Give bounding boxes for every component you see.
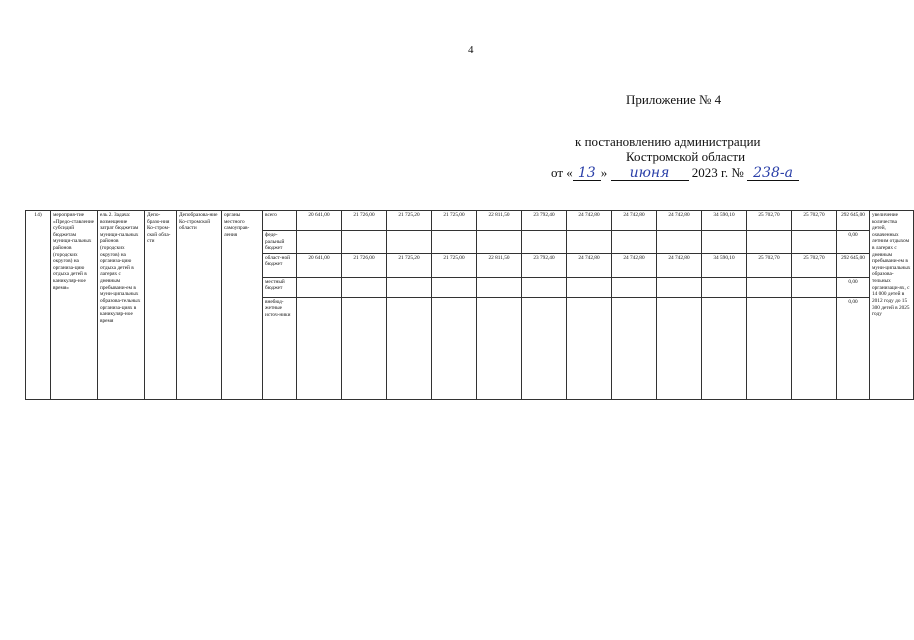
value-cell bbox=[477, 277, 522, 297]
value-cell: 24 742,80 bbox=[612, 211, 657, 231]
value-cell: 24 742,80 bbox=[657, 211, 702, 231]
value-cell: 24 742,80 bbox=[657, 253, 702, 277]
value-cell bbox=[387, 231, 432, 254]
value-cell bbox=[567, 297, 612, 399]
source-cell: внебюд-жетные источ-ники bbox=[263, 297, 297, 399]
value-cell bbox=[702, 231, 747, 254]
row-number: 14) bbox=[26, 211, 51, 400]
program-table bbox=[25, 210, 914, 400]
expected-result: увеличение количества детей, охваченных летним отдыхом в лагерях с дневным пребывани-ем в муни-ципальных образова-тельных организаци-ях, с 14 000 детей в 2012 году до 15 300 детей в 2025 году bbox=[870, 211, 914, 400]
date-mid: » bbox=[600, 165, 608, 180]
value-cell: 21 725,00 bbox=[432, 211, 477, 231]
source-cell: всего bbox=[263, 211, 297, 231]
value-cell bbox=[432, 277, 477, 297]
value-cell: 21 725,20 bbox=[387, 211, 432, 231]
value-cell bbox=[792, 277, 837, 297]
handwritten-day: 13 bbox=[573, 167, 601, 181]
goal-task: ель 2. Задача: возмещение затрат бюджетам муници-пальных районов (городских округов) на организа-цию отдыха детей в лагерях с дневным пребывани-ем в муни-ципальных образова-тельных организа-циях в каникуляр-ное время bbox=[98, 211, 145, 400]
value-cell bbox=[702, 277, 747, 297]
value-cell: 25 702,70 bbox=[792, 253, 837, 277]
annex-title: Приложение № 4 bbox=[626, 92, 722, 107]
value-cell bbox=[522, 297, 567, 399]
value-cell bbox=[297, 297, 342, 399]
value-cell: 25 702,70 bbox=[792, 211, 837, 231]
decree-date-line bbox=[551, 165, 799, 181]
value-cell bbox=[387, 277, 432, 297]
value-cell: 22 811,50 bbox=[477, 253, 522, 277]
value-cell: 34 590,10 bbox=[702, 253, 747, 277]
value-cell: 24 742,80 bbox=[567, 253, 612, 277]
total-cell: 292 645,00 bbox=[837, 253, 870, 277]
value-cell bbox=[522, 231, 567, 254]
date-year: 2023 г. № bbox=[691, 165, 744, 180]
value-cell bbox=[792, 297, 837, 399]
value-cell: 24 742,80 bbox=[567, 211, 612, 231]
value-cell: 25 702,70 bbox=[747, 211, 792, 231]
executor: Депобразова-ние Ко-стромской области bbox=[177, 211, 222, 400]
value-cell: 20 641,00 bbox=[297, 211, 342, 231]
value-cell: 20 641,00 bbox=[297, 253, 342, 277]
value-cell bbox=[432, 231, 477, 254]
value-cell bbox=[432, 297, 477, 399]
department: Депо-бразо-ния Ко-стром-ской обла-сти bbox=[145, 211, 177, 400]
value-cell bbox=[747, 277, 792, 297]
value-cell bbox=[342, 297, 387, 399]
handwritten-number: 238-а bbox=[747, 167, 799, 181]
value-cell bbox=[657, 231, 702, 254]
value-cell bbox=[612, 231, 657, 254]
value-cell bbox=[567, 231, 612, 254]
source-cell: феде-ральный бюджет bbox=[263, 231, 297, 254]
value-cell bbox=[387, 297, 432, 399]
date-prefix: от « bbox=[551, 165, 573, 180]
source-cell: местный бюджет bbox=[263, 277, 297, 297]
value-cell bbox=[522, 277, 567, 297]
value-cell: 21 726,00 bbox=[342, 253, 387, 277]
total-cell: 0,00 bbox=[837, 297, 870, 399]
total-cell: 0,00 bbox=[837, 231, 870, 254]
table-row bbox=[26, 211, 914, 231]
page-number: 4 bbox=[468, 44, 474, 56]
value-cell: 21 725,20 bbox=[387, 253, 432, 277]
value-cell bbox=[342, 231, 387, 254]
value-cell: 21 725,00 bbox=[432, 253, 477, 277]
value-cell bbox=[747, 297, 792, 399]
value-cell bbox=[342, 277, 387, 297]
value-cell: 23 792,40 bbox=[522, 211, 567, 231]
value-cell bbox=[702, 297, 747, 399]
value-cell bbox=[657, 297, 702, 399]
value-cell bbox=[477, 297, 522, 399]
total-cell: 292 645,00 bbox=[837, 211, 870, 231]
value-cell: 34 590,10 bbox=[702, 211, 747, 231]
decree-line-2: Костромской области bbox=[626, 149, 746, 164]
value-cell: 21 726,00 bbox=[342, 211, 387, 231]
local-bodies: органы местного самоуправ-ления bbox=[222, 211, 263, 400]
value-cell bbox=[747, 231, 792, 254]
decree-line-1: к постановлению администрации bbox=[575, 134, 761, 149]
value-cell bbox=[477, 231, 522, 254]
measure-name: мероприя-тие «Предо-ставление субсидий бюджетам муници-пальных районов (городских округов) на организа-цию отдыха детей в каникуляр-ное время» bbox=[51, 211, 98, 400]
value-cell bbox=[297, 277, 342, 297]
value-cell: 22 811,50 bbox=[477, 211, 522, 231]
source-cell: област-ной бюджет bbox=[263, 253, 297, 277]
value-cell bbox=[792, 231, 837, 254]
total-cell: 0,00 bbox=[837, 277, 870, 297]
value-cell bbox=[612, 297, 657, 399]
value-cell: 24 742,80 bbox=[612, 253, 657, 277]
value-cell bbox=[567, 277, 612, 297]
value-cell bbox=[297, 231, 342, 254]
value-cell bbox=[657, 277, 702, 297]
value-cell: 23 792,40 bbox=[522, 253, 567, 277]
value-cell bbox=[612, 277, 657, 297]
handwritten-month: июня bbox=[611, 167, 689, 181]
value-cell: 25 702,70 bbox=[747, 253, 792, 277]
